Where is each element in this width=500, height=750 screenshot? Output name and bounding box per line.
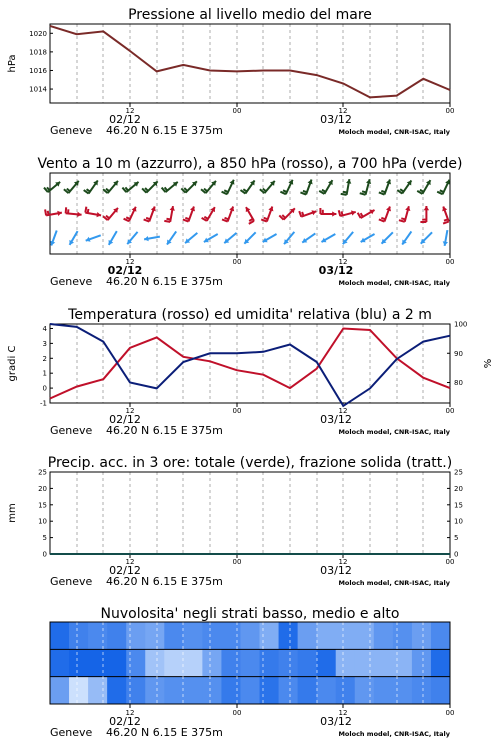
cloud-cell: [107, 677, 127, 704]
y-tick-label: 1014: [29, 85, 47, 94]
y-tick-label: 20: [38, 484, 47, 493]
wind-barb: [299, 210, 316, 217]
cloud-cell: [145, 622, 165, 649]
wind-barb: [202, 207, 215, 221]
panel-precipitation: [7, 469, 463, 589]
wind-barb: [379, 206, 391, 221]
cloud-cell: [336, 677, 356, 704]
barb-feather: [303, 191, 307, 192]
wind-barb: [144, 236, 160, 241]
location-name: Geneve: [50, 424, 93, 437]
location-coords: 46.20 N 6.15 E 375m: [106, 124, 223, 137]
y-axis-label: gradi C: [7, 345, 18, 382]
wind-barb: [263, 234, 277, 242]
barb-feather: [302, 212, 303, 216]
y-tick-label: 5: [42, 534, 47, 543]
panel-temperature: [7, 321, 494, 438]
barb-feather: [249, 219, 253, 221]
cloud-cell: [279, 622, 299, 649]
cloud-cell: [183, 622, 203, 649]
location-coords: 46.20 N 6.15 E 375m: [106, 575, 223, 588]
cloud-cell: [202, 622, 222, 649]
wind-barb: [103, 181, 118, 193]
location-name: Geneve: [50, 275, 93, 288]
cloud-cell: [317, 677, 337, 704]
y-axis-label: hPa: [7, 54, 18, 73]
barb-feather: [339, 210, 341, 216]
cloud-cell: [107, 649, 127, 676]
barb-head: [424, 206, 429, 210]
wind-barb: [358, 210, 375, 218]
panel-pressure: [7, 24, 454, 137]
y-tick-label: 25: [38, 468, 47, 477]
cloud-cell: [183, 677, 203, 704]
wind-barb: [142, 181, 158, 192]
y-tick-label: 15: [454, 501, 463, 510]
cloud-cell: [50, 677, 70, 704]
x-tick-label: 12: [125, 107, 135, 115]
y-tick-label: 20: [454, 484, 463, 493]
location-name: Geneve: [50, 726, 93, 739]
wind-barb: [103, 208, 118, 220]
wind-barb: [122, 182, 138, 192]
barb-feather: [443, 222, 449, 224]
chart-title: Nuvolosita' negli strati basso, medio e alto: [100, 606, 400, 622]
wind-barb: [44, 182, 60, 192]
date-label: 03/12: [320, 715, 352, 728]
cloud-cell: [164, 622, 184, 649]
cloud-cell: [374, 677, 394, 704]
wind-barb: [302, 233, 315, 242]
wind-barb: [339, 210, 356, 216]
barb-feather: [299, 211, 301, 217]
barb-head: [332, 211, 336, 216]
cloud-cell: [183, 649, 203, 676]
cloud-cell: [240, 622, 260, 649]
cloud-cell: [69, 677, 89, 704]
y-tick-label: 4: [42, 324, 47, 333]
date-label: 03/12: [318, 264, 354, 277]
cloud-cell: [412, 622, 432, 649]
x-tick-label: 12: [125, 407, 135, 415]
cloud-cell: [317, 622, 337, 649]
cloud-cell: [126, 622, 146, 649]
y-tick-label: 25: [454, 468, 463, 477]
wind-barb: [343, 232, 353, 244]
x-tick-label: 12: [125, 709, 135, 717]
wind-barb: [124, 207, 137, 222]
barb-feather: [379, 192, 385, 194]
wind-barb: [183, 206, 195, 221]
wind-barb: [260, 181, 275, 193]
barb-feather: [261, 219, 267, 221]
wind-barb: [399, 206, 410, 221]
y-tick-label: 5: [454, 534, 459, 543]
cloud-cell: [69, 622, 89, 649]
cloud-cell: [393, 677, 413, 704]
barb-feather: [164, 221, 170, 222]
cloud-cell: [374, 622, 394, 649]
date-label: 02/12: [109, 413, 141, 426]
x-tick-label: 00: [232, 258, 242, 266]
barb-feather: [343, 192, 347, 193]
wind-barb: [284, 232, 294, 244]
wind-barb: [321, 234, 335, 242]
cloud-cell: [431, 622, 451, 649]
cloud-cell: [221, 622, 241, 649]
barb-feather: [85, 207, 86, 213]
cloud-cell: [126, 649, 146, 676]
wind-barb: [421, 232, 432, 243]
panel-clouds: [50, 622, 454, 739]
x-tick-label: 00: [445, 107, 455, 115]
y-tick-label: 2: [42, 354, 47, 363]
barb-feather: [183, 219, 189, 221]
wind-barb: [64, 181, 79, 193]
barb-feather: [87, 189, 90, 191]
barb-feather: [381, 218, 385, 219]
cloud-cell: [431, 649, 451, 676]
barb-feather: [243, 189, 246, 191]
model-credit: Moloch model, CNR-ISAC, Italy: [338, 279, 450, 287]
location-coords: 46.20 N 6.15 E 375m: [106, 726, 223, 739]
wind-barb: [222, 206, 234, 221]
cloud-cell: [88, 649, 108, 676]
cloud-cell: [202, 649, 222, 676]
wind-barb: [417, 180, 430, 194]
barb-feather: [224, 190, 228, 192]
cloud-cell: [336, 622, 356, 649]
cloud-cell: [145, 677, 165, 704]
wind-barb: [443, 230, 448, 246]
cloud-cell: [164, 677, 184, 704]
cloud-cell: [393, 649, 413, 676]
y-tick-label: 10: [38, 517, 47, 526]
model-credit: Moloch model, CNR-ISAC, Italy: [338, 579, 450, 587]
wind-barb: [341, 179, 352, 195]
wind-barb: [181, 181, 197, 192]
barb-feather: [322, 190, 326, 192]
wind-barb: [279, 208, 295, 219]
panel-wind: [44, 173, 454, 288]
date-label: 02/12: [109, 113, 141, 126]
barb-feather: [341, 194, 347, 195]
x-tick-label: 12: [338, 258, 348, 266]
cloud-cell: [412, 677, 432, 704]
cloud-cell: [260, 677, 280, 704]
wind-barb: [204, 234, 218, 242]
pressure-line: [50, 26, 450, 98]
wind-barb: [437, 180, 450, 195]
y-tick-label: 1: [42, 369, 47, 378]
model-credit: Moloch model, CNR-ISAC, Italy: [338, 428, 450, 436]
barb-feather: [45, 209, 46, 215]
cloud-cell: [298, 649, 318, 676]
cloud-cell: [221, 649, 241, 676]
x-tick-label: 00: [232, 107, 242, 115]
x-tick-label: 00: [445, 407, 455, 415]
x-tick-label: 12: [338, 709, 348, 717]
wind-barb: [442, 206, 449, 223]
wind-barb: [201, 181, 216, 193]
wind-barb: [360, 179, 371, 194]
wind-barb: [382, 232, 393, 243]
y-tick-label: 1020: [29, 29, 47, 38]
cloud-cell: [145, 649, 165, 676]
barb-feather: [283, 190, 287, 192]
cloud-cell: [260, 622, 280, 649]
x-tick-label: 12: [125, 258, 135, 266]
barb-feather: [146, 218, 150, 219]
wind-barb: [86, 235, 101, 242]
wind-barb: [300, 179, 312, 194]
cloud-cell: [374, 649, 394, 676]
wind-barb: [224, 233, 236, 243]
barb-feather: [88, 209, 89, 213]
wind-barb: [167, 231, 176, 244]
wind-barb: [162, 182, 178, 192]
cloud-cell: [260, 649, 280, 676]
x-tick-label: 00: [232, 558, 242, 566]
model-credit: Moloch model, CNR-ISAC, Italy: [338, 128, 450, 136]
cloud-cell: [240, 677, 260, 704]
wind-barb: [379, 179, 391, 194]
x-tick-label: 12: [125, 558, 135, 566]
plot-frame: [50, 472, 450, 554]
cloud-cell: [50, 622, 70, 649]
cloud-cell: [355, 649, 375, 676]
x-tick-label: 00: [445, 258, 455, 266]
wind-barb: [50, 230, 57, 245]
wind-barb: [361, 234, 375, 242]
wind-barb: [164, 206, 175, 222]
wind-barb: [185, 233, 197, 243]
chart-title: Temperatura (rosso) ed umidita' relativa (blu) a 2 m: [68, 307, 432, 323]
cloud-cell: [431, 677, 451, 704]
chart-title: Pressione al livello medio del mare: [128, 7, 372, 23]
cloud-cell: [317, 649, 337, 676]
model-credit: Moloch model, CNR-ISAC, Italy: [338, 730, 450, 738]
barb-feather: [440, 190, 444, 192]
location-name: Geneve: [50, 575, 93, 588]
y-tick-label: 0: [42, 550, 47, 559]
y-tick-label: 80: [454, 379, 463, 388]
y-tick-label: -1: [40, 399, 47, 408]
y2-axis-label: %: [483, 358, 494, 369]
x-tick-label: 00: [232, 709, 242, 717]
wind-barb: [397, 180, 411, 193]
barb-feather: [420, 190, 424, 192]
date-label: 02/12: [109, 564, 141, 577]
wind-barb: [85, 207, 101, 218]
barb-feather: [264, 218, 268, 219]
cloud-cell: [126, 677, 146, 704]
wind-barb: [66, 207, 82, 217]
y-tick-label: 3: [42, 339, 47, 348]
cloud-cell: [336, 649, 356, 676]
barb-feather: [126, 217, 130, 219]
x-tick-label: 12: [338, 107, 348, 115]
y-tick-label: 1018: [29, 48, 47, 57]
x-tick-label: 00: [445, 558, 455, 566]
wind-barb: [280, 180, 293, 195]
cloud-cell: [107, 622, 127, 649]
cloud-cell: [221, 677, 241, 704]
barb-feather: [362, 191, 366, 192]
barb-feather: [222, 219, 228, 221]
wind-barb: [244, 232, 255, 243]
wind-barb: [402, 231, 411, 244]
cloud-cell: [355, 622, 375, 649]
cloud-cell: [412, 649, 432, 676]
y-tick-label: 10: [454, 517, 463, 526]
x-tick-label: 00: [232, 407, 242, 415]
cloud-cell: [279, 677, 299, 704]
chart-title: Precip. acc. in 3 ore: totale (verde), frazione solida (tratt.): [47, 455, 453, 471]
barb-feather: [400, 189, 403, 191]
wind-barb: [240, 180, 254, 193]
x-tick-label: 00: [445, 709, 455, 717]
barb-feather: [225, 218, 229, 219]
cloud-cell: [298, 622, 318, 649]
cloud-cell: [202, 677, 222, 704]
y-tick-label: 1016: [29, 66, 47, 75]
barb-feather: [401, 218, 405, 219]
date-label: 03/12: [320, 113, 352, 126]
y-tick-label: 90: [454, 349, 463, 358]
x-tick-label: 12: [338, 558, 348, 566]
y-tick-label: 100: [454, 320, 468, 329]
wind-barb: [144, 206, 156, 221]
barb-feather: [399, 220, 405, 222]
cloud-cell: [279, 649, 299, 676]
wind-barb: [127, 232, 137, 244]
date-label: 03/12: [320, 564, 352, 577]
y-axis-label: mm: [7, 503, 18, 523]
barb-head: [77, 212, 81, 217]
cloud-cell: [50, 649, 70, 676]
cloud-cell: [240, 649, 260, 676]
wind-barb: [319, 180, 332, 194]
barb-feather: [66, 207, 67, 213]
humidity-line: [50, 324, 450, 406]
wind-barb: [320, 208, 336, 217]
barb-feather: [444, 219, 448, 220]
y-tick-label: 0: [42, 384, 47, 393]
date-label: 03/12: [320, 413, 352, 426]
location-coords: 46.20 N 6.15 E 375m: [106, 424, 223, 437]
barb-feather: [361, 213, 363, 217]
chart-title: Vento a 10 m (azzurro), a 850 hPa (rosso), a 700 hPa (verde): [37, 156, 463, 172]
y-tick-label: 15: [38, 501, 47, 510]
wind-barb: [109, 231, 117, 245]
barb-feather: [360, 193, 366, 195]
date-label: 02/12: [109, 715, 141, 728]
wind-barb: [246, 207, 254, 224]
barb-feather: [185, 218, 189, 219]
cloud-cell: [298, 677, 318, 704]
wind-barb: [69, 231, 77, 245]
x-tick-label: 12: [338, 407, 348, 415]
cloud-cell: [69, 649, 89, 676]
wind-barb: [222, 180, 235, 195]
location-name: Geneve: [50, 124, 93, 137]
barb-feather: [379, 219, 385, 221]
plot-frame: [50, 324, 450, 403]
wind-barb: [420, 206, 429, 222]
cloud-cell: [88, 677, 108, 704]
cloud-cell: [355, 677, 375, 704]
wind-barb: [84, 180, 98, 193]
location-coords: 46.20 N 6.15 E 375m: [106, 275, 223, 288]
cloud-cell: [164, 649, 184, 676]
barb-feather: [342, 211, 343, 215]
barb-feather: [48, 211, 49, 215]
date-label: 02/12: [107, 264, 143, 277]
y-tick-label: 0: [454, 550, 459, 559]
barb-feather: [300, 192, 306, 194]
wind-barb: [261, 206, 273, 221]
barb-feather: [381, 191, 385, 192]
barb-feather: [144, 219, 150, 221]
temperature-line: [50, 329, 450, 399]
cloud-cell: [393, 622, 413, 649]
barb-feather: [166, 219, 170, 220]
cloud-cell: [88, 622, 108, 649]
barb-feather: [204, 217, 208, 219]
wind-barb: [45, 209, 62, 216]
